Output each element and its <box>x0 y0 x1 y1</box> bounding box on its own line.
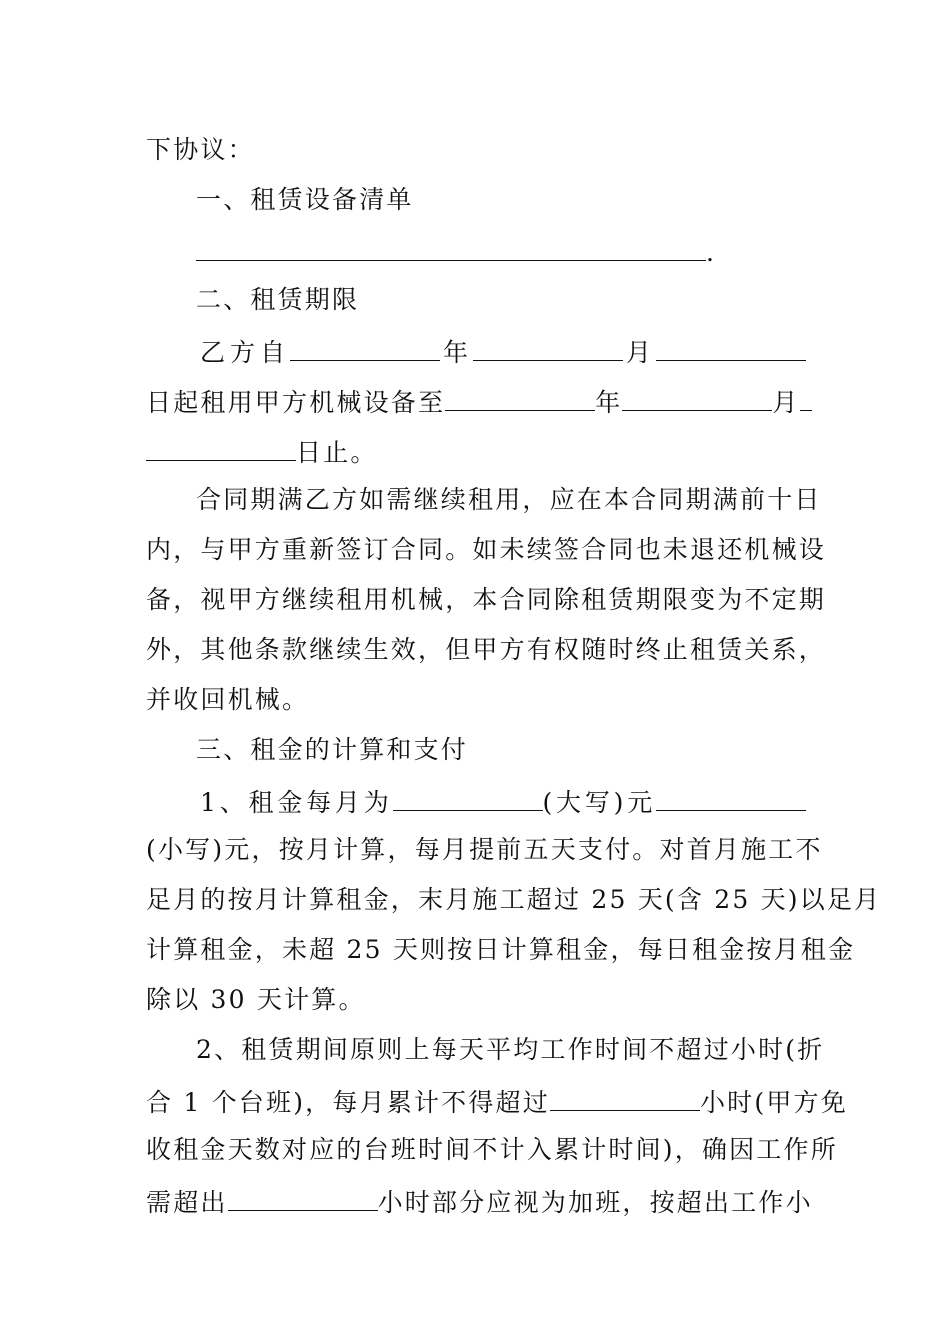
paragraph-line: 2、租赁期间原则上每天平均工作时间不超过小时(折 <box>196 1035 825 1064</box>
blank-field <box>228 1180 378 1211</box>
blank-field <box>656 330 806 361</box>
lease-end-line: 日起租用甲方机械设备至 年 月 <box>146 380 806 420</box>
overtime-line: 需超出 小时部分应视为加班，按超出工作小 <box>146 1180 806 1220</box>
blank-field <box>445 380 595 411</box>
blank-field <box>473 330 623 361</box>
blank-field <box>196 230 706 261</box>
lease-end-line-cont: 日止。 <box>146 430 806 470</box>
paragraph-line: 足月的按月计算租金，末月施工超过 25 天(含 25 天)以足月 <box>146 885 882 914</box>
lease-start-line: 乙方自 年 月 <box>200 330 806 370</box>
blank-field <box>393 780 543 811</box>
equipment-list-blank-line: . <box>196 230 856 270</box>
blank-field <box>656 780 806 811</box>
blank-field <box>622 380 772 411</box>
paragraph-line: 备，视甲方继续租用机械，本合同除租赁期限变为不定期 <box>146 585 827 614</box>
paragraph-line: 内，与甲方重新签订合同。如未续签合同也未退还机械设 <box>146 535 827 564</box>
paragraph-line: 计算租金，未超 25 天则按日计算租金，每日租金按月租金 <box>146 935 856 964</box>
paragraph-line: (小写)元，按月计算，每月提前五天支付。对首月施工不 <box>146 835 823 864</box>
blank-field <box>550 1080 700 1111</box>
paragraph-line: 合同期满乙方如需继续租用，应在本合同期满前十日 <box>196 485 822 514</box>
paragraph-line: 外，其他条款继续生效，但甲方有权随时终止租赁关系， <box>146 635 827 664</box>
blank-field <box>800 380 812 411</box>
paragraph-line: 除以 30 天计算。 <box>146 985 366 1014</box>
blank-field <box>146 430 296 461</box>
section-heading-lease-term: 二、租赁期限 <box>196 285 360 314</box>
blank-field <box>290 330 440 361</box>
section-heading-equipment-list: 一、租赁设备清单 <box>196 185 414 214</box>
text-line: 下协议： <box>146 135 255 164</box>
section-heading-rent: 三、租金的计算和支付 <box>196 735 469 764</box>
rent-amount-line: 1、租金每月为 (大写)元 <box>200 780 806 820</box>
paragraph-line: 并收回机械。 <box>146 685 310 714</box>
paragraph-line: 收租金天数对应的台班时间不计入累计时间)，确因工作所 <box>146 1135 838 1164</box>
working-hours-line: 合 1 个台班)，每月累计不得超过 小时(甲方免 <box>146 1080 806 1120</box>
